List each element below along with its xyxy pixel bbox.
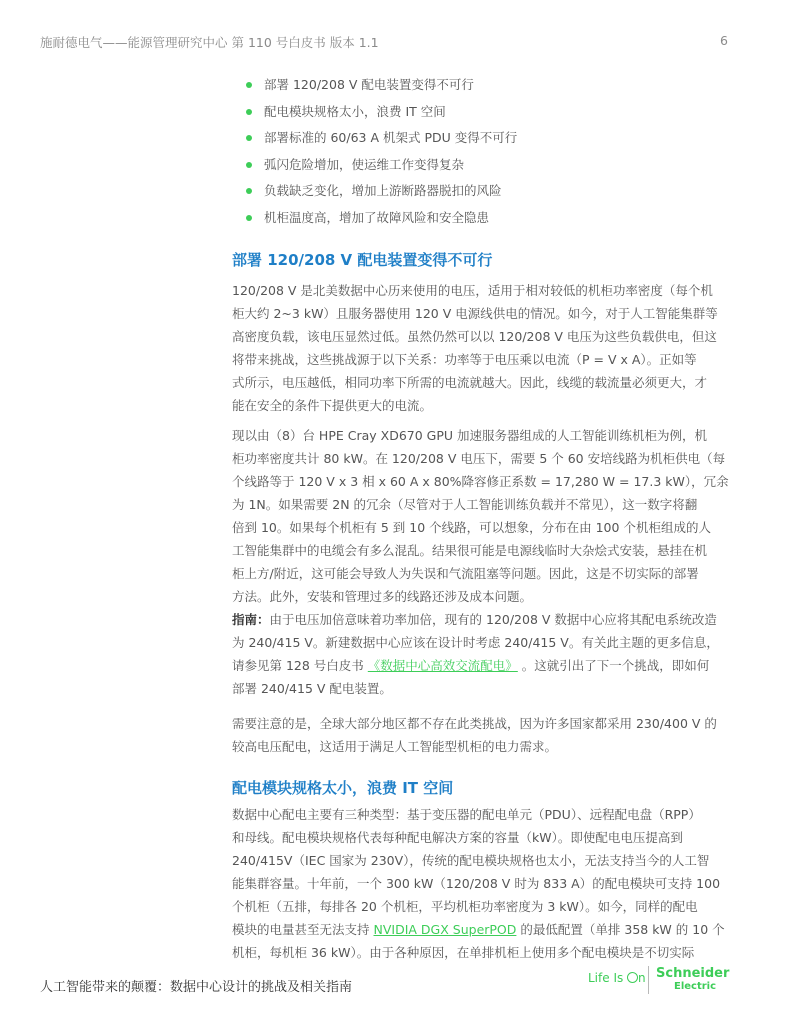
footer-document-title: 人工智能带来的颠覆：数据中心设计的挑战及相关指南 xyxy=(40,980,353,995)
challenge-bullet-list xyxy=(246,72,517,231)
guidance-paragraph: 指南：由于电压加倍意味着功率加倍，现有的 120/208 V 数据中心应将其配电系统改造 为 240/415 V。新建数据中心应该在设计时考虑 240/415 V。有关此主题的更多信息， 请参见第 128 号白皮书 《数据中心高效交流配电》 。这就引出了下一个挑战，即如何 部署 240/415 V 配电装置。 xyxy=(232,612,719,696)
bullet-item: 部署 120/208 V 配电装置变得不可行 xyxy=(246,72,517,99)
bullet-dot-icon xyxy=(246,82,252,88)
brand-name: Schneider xyxy=(656,966,730,981)
bullet-item: 配电模块规格太小，浪费 IT 空间 xyxy=(246,99,517,126)
brand-subname: Electric xyxy=(674,981,717,992)
bullet-dot-icon xyxy=(246,135,252,141)
schneider-electric-logo xyxy=(588,966,738,996)
guidance-label: 指南： xyxy=(232,612,270,627)
bullet-dot-icon xyxy=(246,215,252,221)
header-title: 施耐德电气——能源管理研究中心 第 110 号白皮书 版本 1.1 xyxy=(40,35,379,50)
logo-divider xyxy=(648,966,649,994)
bullet-item: 负载缺乏变化，增加上游断路器脱扣的风险 xyxy=(246,178,517,205)
section2-paragraph-1: 数据中心配电主要有三种类型：基于变压器的配电单元（PDU）、远程配电盘（RPP） 和母线。配电模块规格代表每种配电解决方案的容量（kW）。即使配电电压提高到 240/415V（IEC 国家为 230V），传统的配电模块规格也太小，无法支持当今的人工智 能集群容量。十年前，一个 300 kW（120/208 V 时为 833 A）的配电模块可支持 100 个机柜（五排，每排各 20 个机柜，平均机柜功率密度为 3 kW）。如今，同样的配电 模块的电量甚至无法支持 NVIDIA DGX SuperPOD 的最低配置（单排 358 kW 的 10 个 机柜，每机柜 36 kW）。由于各种原因，在单排机柜上使用多个配电模块是不切实际 xyxy=(232,807,725,960)
bullet-item: 部署标准的 60/63 A 机架式 PDU 变得不可行 xyxy=(246,125,517,152)
section1-paragraph-4: 需要注意的是，全球大部分地区都不存在此类挑战，因为许多国家都采用 230/400 V 的 较高电压配电，这适用于满足人工智能型机柜的电力需求。 xyxy=(232,716,717,754)
page-header xyxy=(40,33,740,51)
power-on-icon xyxy=(627,972,638,983)
nvidia-dgx-superpod-link[interactable]: NVIDIA DGX SuperPOD xyxy=(373,922,517,937)
bullet-dot-icon xyxy=(246,109,252,115)
white-paper-128-link[interactable]: 《数据中心高效交流配电》 xyxy=(367,658,518,673)
page-number: 6 xyxy=(720,33,728,48)
section-heading-120-208v: 部署 120/208 V 配电装置变得不可行 xyxy=(232,251,493,269)
life-is-on-tagline: Life Is n xyxy=(588,971,646,985)
bullet-item: 弧闪危险增加，使运维工作变得复杂 xyxy=(246,152,517,179)
section-heading-module-size: 配电模块规格太小，浪费 IT 空间 xyxy=(232,779,454,797)
bullet-dot-icon xyxy=(246,162,252,168)
section1-paragraph-1: 120/208 V 是北美数据中心历来使用的电压，适用于相对较低的机柜功率密度（每个机 柜大约 2~3 kW）且服务器使用 120 V 电源线供电的情况。如今，对于人工智能集群等 高密度负载，该电压显然过低。虽然仍然可以以 120/208 V 电压为这些负载供电，但这 将带来挑战，这些挑战源于以下关系：功率等于电压乘以电流（P = V x A）。正如等 式所示，电压越低，相同功率下所需的电流就越大。因此，线缆的载流量必须更大，才 能在安全的条件下提供更大的电流。 xyxy=(232,283,718,413)
section1-paragraph-2: 现以由（8）台 HPE Cray XD670 GPU 加速服务器组成的人工智能训练机柜为例，机 柜功率密度共计 80 kW。在 120/208 V 电压下，需要 5 个 60 安培线路为机柜供电（每 个线路等于 120 V x 3 相 x 60 A x 80%降容修正系数 = 17,280 W = 17.3 kW），冗余 为 1N。如果需要 2N 的冗余（尽管对于人工智能训练负载并不常见），这一数字将翻 倍到 10。如果每个机柜有 5 到 10 个线路，可以想象，分布在由 100 个机柜组成的人 工智能集群中的电缆会有多么混乱。结果很可能是电源线临时大杂烩式安装，悬挂在机 柜上方/附近，这可能会导致人为失误和气流阻塞等问题。因此，这是不切实际的部署 方法。此外，安装和管理过多的线路还涉及成本问题。 xyxy=(232,428,729,604)
bullet-item: 机柜温度高，增加了故障风险和安全隐患 xyxy=(246,205,517,232)
bullet-dot-icon xyxy=(246,188,252,194)
